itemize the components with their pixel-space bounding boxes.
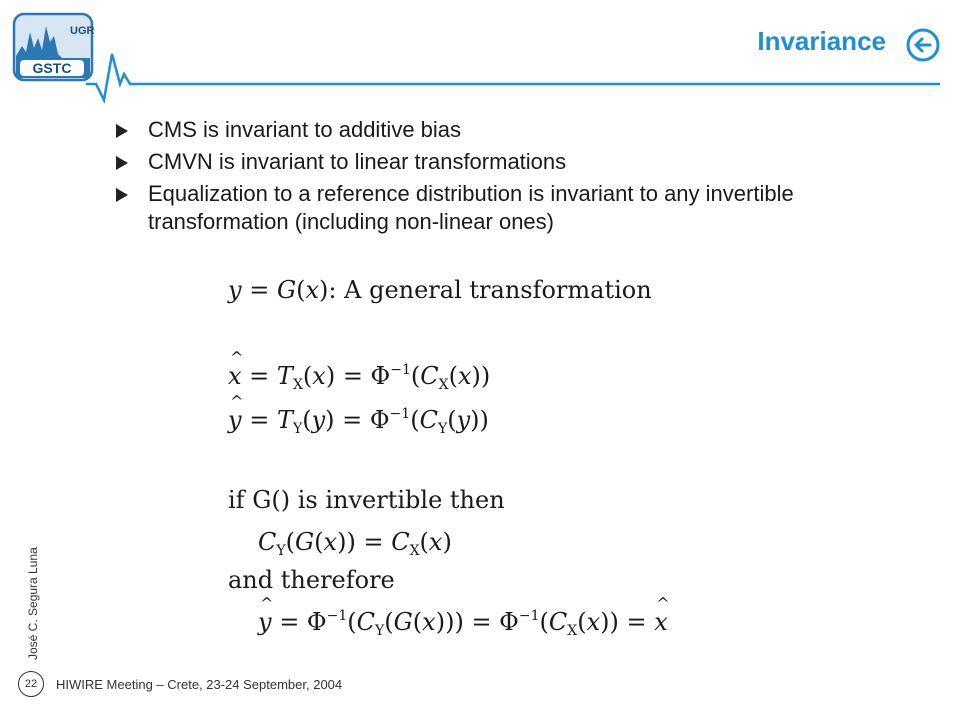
logo-top-text: UGR xyxy=(70,25,94,37)
author-name: José C. Segura Luna xyxy=(26,547,40,660)
bullet-text: Equalization to a reference distribution is invariant to any invertible transformation (including non-linear ones) xyxy=(148,181,794,234)
equation-y-hat: ^ $y = T_Y(y) = \Phi^{-1}(C_Y(y))$ xyxy=(228,406,489,437)
equation-condition xyxy=(228,486,505,514)
triangle-right-icon xyxy=(116,124,128,138)
pulse-line-decoration xyxy=(0,0,960,120)
bullet-item xyxy=(112,116,872,144)
equation-text: : A general transformation xyxy=(328,276,652,304)
footer-meeting: HIWIRE Meeting – Crete, 23-24 September, 2004 xyxy=(56,677,343,692)
logo-bottom-text: GSTC xyxy=(32,60,72,76)
equation-text: if G() is invertible then xyxy=(228,486,505,514)
bullet-item xyxy=(112,180,872,236)
bullet-item xyxy=(112,148,872,176)
equation-x-hat: ^ $x = T_X(x) = \Phi^{-1}(C_X(x))$ xyxy=(228,362,490,393)
arrow-left-circle-icon[interactable] xyxy=(906,28,940,62)
bullet-text: CMS is invariant to additive bias xyxy=(148,117,462,142)
slide-title: Invariance xyxy=(757,26,886,56)
equation-cdf-equality: $C_Y(G(x)) = C_X(x)$ xyxy=(258,528,452,559)
triangle-right-icon xyxy=(116,188,128,202)
page-number: 22 xyxy=(18,671,44,697)
triangle-right-icon xyxy=(116,156,128,170)
equation-conclusion-label xyxy=(228,566,395,594)
equation-final: ^ $y = \Phi^{-1}(C_Y(G(x))) = \Phi^{-1}(C_X(x))$ = ^ x xyxy=(258,608,668,639)
bullet-list xyxy=(112,116,872,240)
equation-text: and therefore xyxy=(228,566,395,594)
equation-general-transformation: y = G(x): A general transformation xyxy=(228,276,652,304)
bullet-text: CMVN is invariant to linear transformations xyxy=(148,149,567,174)
